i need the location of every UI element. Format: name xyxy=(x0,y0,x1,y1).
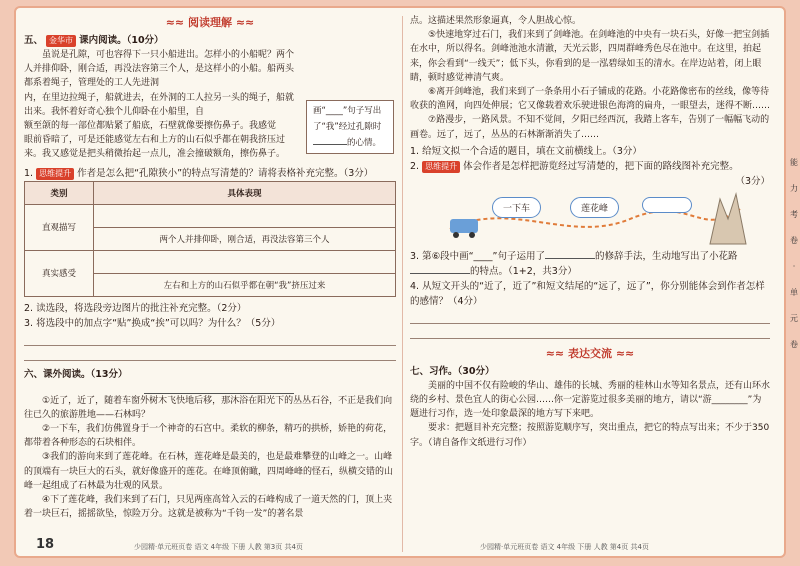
annotation-box: 画“____”句子写出了“我”经过孔隙时 的心情。 xyxy=(306,100,394,154)
answer-blank[interactable] xyxy=(313,144,347,145)
answer-line[interactable] xyxy=(24,331,396,346)
exam-sheet xyxy=(14,6,786,558)
page-footer: 少园精·单元班页卷 语文 4年级 下册 人教 第3页 共4页 xyxy=(134,543,303,551)
table-row: 直观描写 xyxy=(25,204,396,227)
route-stop-1: 一下车 xyxy=(492,197,541,218)
question-7-heading: 七、习作。（30分） xyxy=(410,365,495,377)
wave-icon: ≈≈ xyxy=(165,16,185,29)
question-6-2: 2. 思维提升 体会作者是怎样把游览经过写清楚的，把下面的路线图补充完整。 xyxy=(410,160,739,172)
page-footer: 少园精·单元班页卷 语文 4年级 下册 人教 第4页 共4页 xyxy=(480,543,649,551)
question-5-1: 1. 思维提升 作者是怎么把“孔隙狭小”的特点写清楚的？请将表格补充完整。（3分） xyxy=(24,167,374,179)
right-page: 点。这描述果然形象逼真，令人胆战心惊。 ⑤快速地穿过石门，我们来到了剑峰池。在剑峰池的中央有一块石头，好像一把宝剑插在水中，所以得名。剑峰池池水清澈，天光云影，四周群峰秀色尽在池中。在这里，拍起来，你会看到“一线天”；低下头，你看到的是一泓碧绿如玉的清水。在岸边站着，闭上眼睛，顿时感觉神清气爽。 ⑥离开剑峰池，我们来到了一条条用小石子铺成的花路。小花路像密布的丝线，像等待收获的渔网，向四处伸展；它又像载着欢乐驶进银色海湾的扁舟，一眼望去，迷得不断…… ⑦路漫步，一路风景。不知不觉间，夕阳已经西沉，我踏上客车，告别了一幅幅飞动的画卷。远了，远了，丛丛的石林渐渐消失了…… 1. 给短文拟一个合适的题目，填在文前横线上。（3分） 2. 思维提升 体会作者是怎样把游览经过写清楚的，把下面的路线图补充完整。 （3分） 一下车 莲花峰 3. 第⑥段中画“____”句子运用了 的修辞手法，生动地写出了小花路的特点。（1+2，共3分） 4. 从短文开头的“近了，近了”和短文结尾的“远了，远了”，你分别能体会到作者怎样的感情？（4分） ≈≈ 表达交流 ≈≈ 七、习作。（30分） 美丽的中国不仅有险峻的华山、雄伟的长城、秀丽的桂林山水等知名景点，还有山环水绕的乡村、景色宜人的街心公园……你一定游览过很多美丽的地方，请以“游________”为题进行习作，选一处印象最深的地方写下来吧。 要求：把题目补充完整；按照游览顺序写，突出重点，把它的特点写出来；不少于350字。（请自备作文纸进行习作） 少园精·单元班页卷 语文 4年级 下册 人教 第4页 共4页 xyxy=(410,16,771,551)
question-6-4: 4. 从短文开头的“近了，近了”和短文结尾的“远了，远了”，你分别能体会到作者怎样的感情？（4分） xyxy=(410,280,765,307)
side-margin-text: 能 力 考 卷 · 单 元 卷 xyxy=(790,158,798,349)
answer-table: 类别 具体表现 直观描写 两个人并排仰卧，刚合适，再没法容第三个人 真实感受 左右和上方的山石似乎都在朝“我”挤压过来 xyxy=(24,181,396,297)
answer-cell[interactable] xyxy=(94,250,396,273)
answer-line[interactable] xyxy=(24,346,396,361)
answer-cell[interactable] xyxy=(94,204,396,227)
wave-icon: ≈≈ xyxy=(615,346,635,360)
left-page: ≈≈ 阅读理解 ≈≈ 五、 金华市 课内阅读。（10分） 虽说是孔隙，可也容得下一只小船进出。怎样小的小船呢？两个人并排仰卧，刚合适，再没法容第三个人，是这样小的小船。船两头都系着绳子，管理处的工人先进洞 内，在里边拉绳子，船就进去，在外洞的工人拉另一头的绳子，船就出来。我怀着好奇心独个儿仰卧在小船里，自 额至颌的每一部位都贴紧了船底，石壁就像要擦伤鼻子。我感觉 眼前昏暗了，可是还能感觉左右和上方的山石似乎都在朝我挤压过来。我又感觉是把头稍微抬起一点儿，准会撞破额角，擦伤鼻子。 画“____”句子写出了“我”经过孔隙时 的心情。 1. 思维提升 作者是怎么把“孔隙狭小”的特点写清楚的？请将表格补充完整。（3分） 类别 具体表现 直观描写 两个人并排仰卧，刚合适，再没法容第三个人 真实感受 左右和上方的山石似乎都在朝“我”挤压过来 2. 读选段，将选段旁边图片的批注补充完整。（2分） 3. 将选段中的加点字“贴”换成“挨”可以吗？为什么？（5分） 六、课外阅读。（13分） ①近了，近了，随着车窗外树木飞快地后移，那沐浴在阳光下的丛丛石谷，不正是我们向往已久的旅游胜地——石林吗？ ②一下车，我们仿佛置身于一个神奇的石宫中。柔软的柳条，精巧的拱桥，娇艳的荷花，都带着各种形态的石块相伴。 ③我们的游向来到了莲花峰。在石林，莲花峰是最美的，也是最难攀登的山峰之一。山峰的顶端有一块巨大的石头，就好像盛开的莲花。在峰顶俯瞰，四周峰峰的怪石，纵横交错的山峰一起组成了石林最为壮观的风景。 ④下了莲花峰，我们来到了石门，只见两座高耸入云的石峰构成了一道天然的门，顶上夹着一块巨石，摇摇欲坠，惊险万分。这就是被称为“千钧一发”的著名景 18 少园精·单元班页卷 语文 4年级 下册 人教 第3页 共4页 xyxy=(24,8,396,556)
page-number: 18 xyxy=(36,537,55,552)
wave-icon: ≈≈ xyxy=(235,16,255,29)
section-title-reading: ≈≈ 阅读理解 ≈≈ xyxy=(165,16,255,29)
question-6-3: 3. 第⑥段中画“____”句子运用了 的修辞手法，生动地写出了小花路的特点。（1+2，共3分） xyxy=(410,250,738,277)
route-stop-blank[interactable] xyxy=(642,197,692,213)
section-title-expression: ≈≈ 表达交流 ≈≈ xyxy=(545,346,635,360)
answer-line[interactable] xyxy=(410,309,770,324)
region-badge: 金华市 xyxy=(46,35,76,47)
question-5-2: 2. 读选段，将选段旁边图片的批注补充完整。（2分） xyxy=(24,302,247,314)
route-stop-2: 莲花峰 xyxy=(570,197,619,218)
table-row: 左右和上方的山石似乎都在朝“我”挤压过来 xyxy=(25,273,396,296)
page-divider xyxy=(402,16,403,552)
answer-line[interactable] xyxy=(410,324,770,339)
wave-icon: ≈≈ xyxy=(545,346,565,360)
title-blank[interactable] xyxy=(144,382,294,394)
skill-badge: 思维提升 xyxy=(36,168,74,180)
question-5-3: 3. 将选段中的加点字“贴”换成“挨”可以吗？为什么？（5分） xyxy=(24,317,281,329)
passage-1: 虽说是孔隙，可也容得下一只小船进出。怎样小的小船呢？两个人并排仰卧，刚合适，再没法容第三个人，是这样小的小船。船两头都系着绳子，管理处的工人先进洞 内，在里边拉绳子，船就进去，在外洞的工人拉另一头的绳子，船就出来。我怀着好奇心独个儿仰卧在小船里，自 额至颌的每一部位都贴紧了船底，石壁就像要擦伤鼻子。我感觉 眼前昏暗了，可是还能感觉左右和上方的山石似乎都在朝我挤压过来。我又感觉是把头稍微抬起一点儿，准会撞破额角，擦伤鼻子。 xyxy=(24,50,295,160)
question-6-heading: 六、课外阅读。（13分） xyxy=(24,368,128,380)
question-6-1: 1. 给短文拟一个合适的题目，填在文前横线上。（3分） xyxy=(410,145,642,157)
question-5-heading: 五、 金华市 课内阅读。（10分） xyxy=(24,35,164,46)
table-row: 真实感受 xyxy=(25,250,396,273)
route-diagram xyxy=(410,189,770,249)
table-row: 两个人并排仰卧，刚合适，再没法容第三个人 xyxy=(25,227,396,250)
skill-badge: 思维提升 xyxy=(422,161,460,173)
